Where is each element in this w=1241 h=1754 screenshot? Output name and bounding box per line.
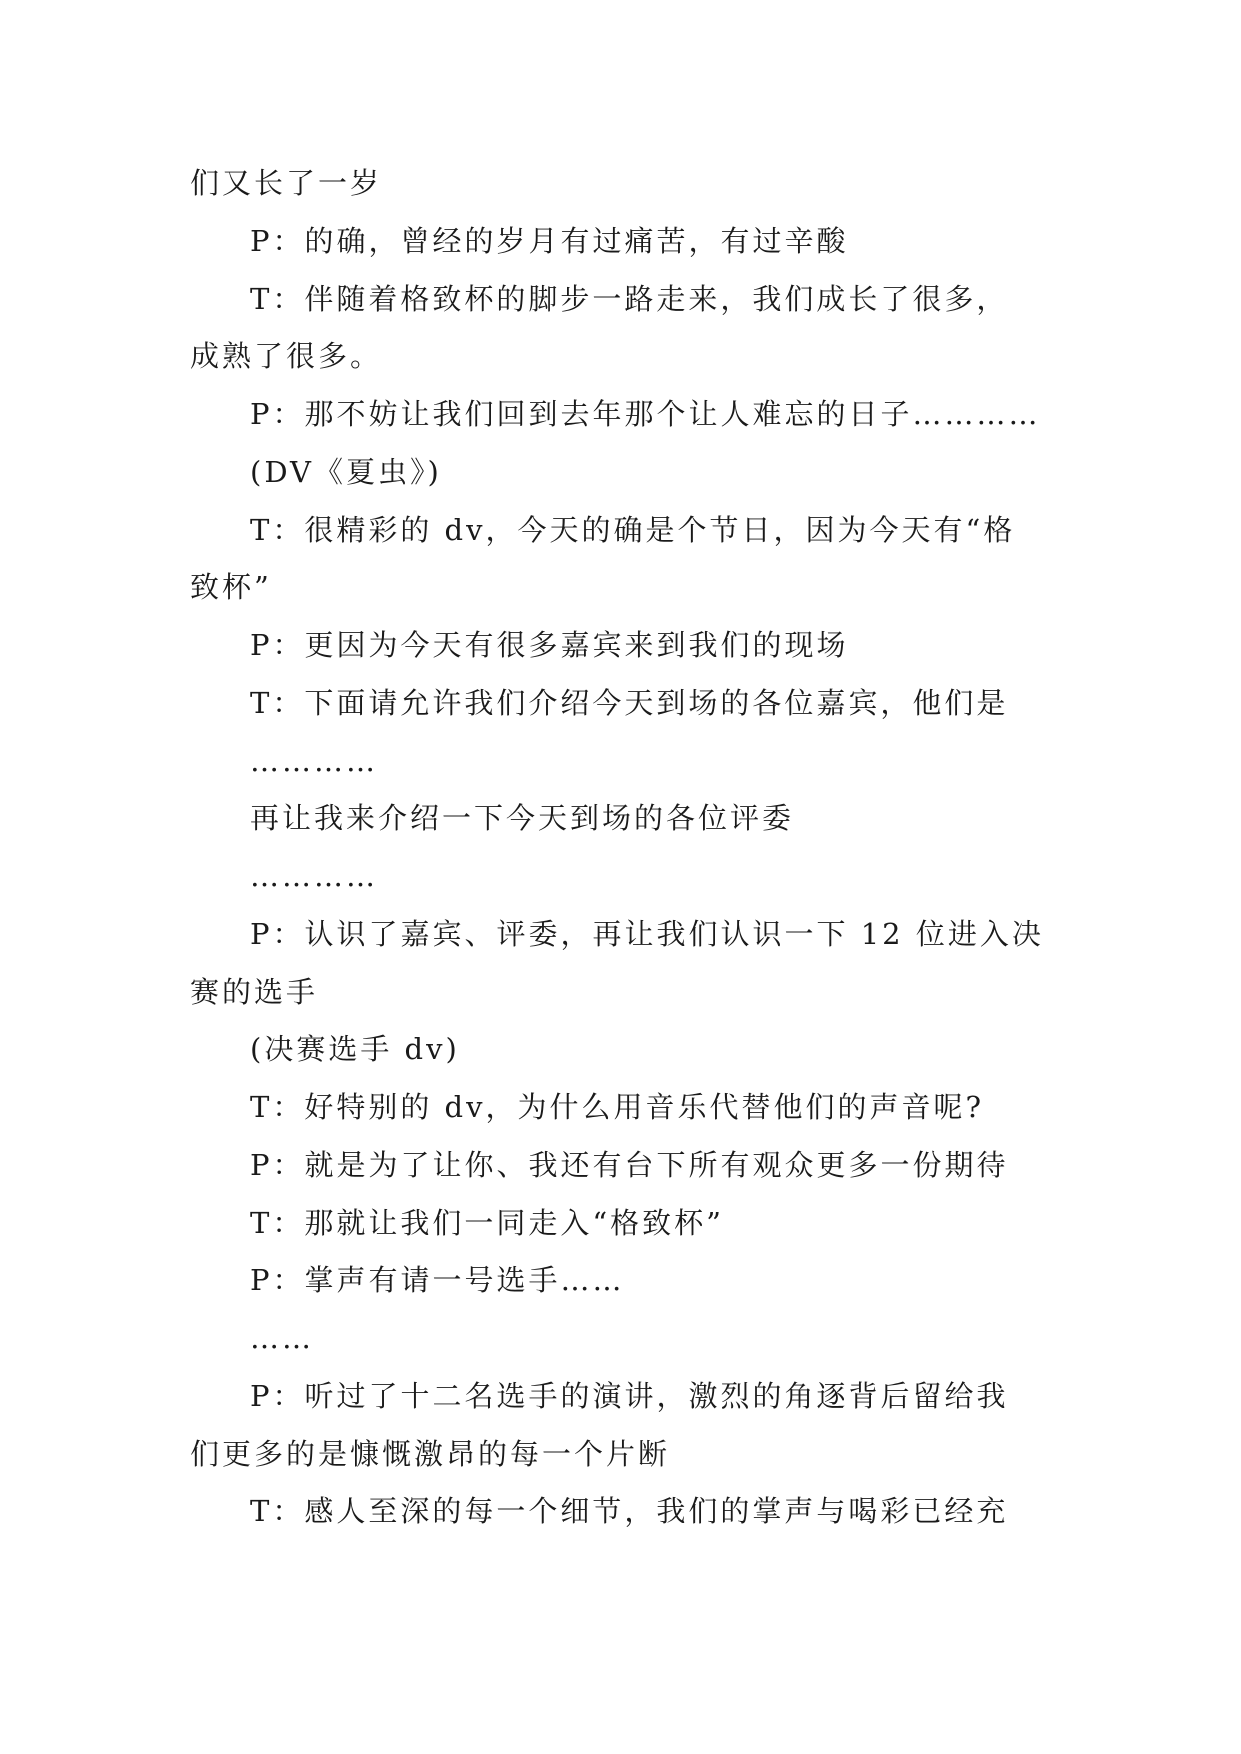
text-line: P：那不妨让我们回到去年那个让人难忘的日子………… [250, 397, 1041, 431]
text-line: T：很精彩的 dv，今天的确是个节日，因为今天有“格 [250, 513, 1016, 547]
text-line: T：感人至深的每一个细节，我们的掌声与喝彩已经充 [250, 1494, 1009, 1528]
text-line: 们又长了一岁 [190, 166, 383, 200]
text-line: ………… [250, 744, 378, 778]
text-line: T：下面请允许我们介绍今天到场的各位嘉宾，他们是 [250, 686, 1009, 720]
text-line: P：的确，曾经的岁月有过痛苦，有过辛酸 [250, 224, 849, 258]
text-line: 赛的选手 [190, 975, 319, 1009]
text-line: T：那就让我们一同走入“格致杯” [250, 1206, 724, 1240]
text-line: T：好特别的 dv，为什么用音乐代替他们的声音呢? [250, 1090, 985, 1124]
text-line: 再让我来介绍一下今天到场的各位评委 [250, 801, 795, 835]
text-line: (DV《夏虫》) [250, 455, 442, 489]
text-line: 致杯” [190, 570, 272, 604]
text-line: …… [250, 1321, 314, 1355]
text-line: P：更因为今天有很多嘉宾来到我们的现场 [250, 628, 849, 662]
text-line: 成熟了很多。 [190, 339, 383, 373]
text-line: P：认识了嘉宾、评委，再让我们认识一下 12 位进入决 [250, 917, 1044, 951]
text-line: (决赛选手 dv) [250, 1032, 460, 1066]
text-line: ………… [250, 859, 378, 893]
text-line: P：就是为了让你、我还有台下所有观众更多一份期待 [250, 1148, 1009, 1182]
text-line: P：听过了十二名选手的演讲，激烈的角逐背后留给我 [250, 1379, 1009, 1413]
text-line: P：掌声有请一号选手…… [250, 1263, 625, 1297]
text-line: T：伴随着格致杯的脚步一路走来，我们成长了很多， [250, 282, 1009, 316]
text-line: 们更多的是慷慨激昂的每一个片断 [190, 1437, 671, 1471]
